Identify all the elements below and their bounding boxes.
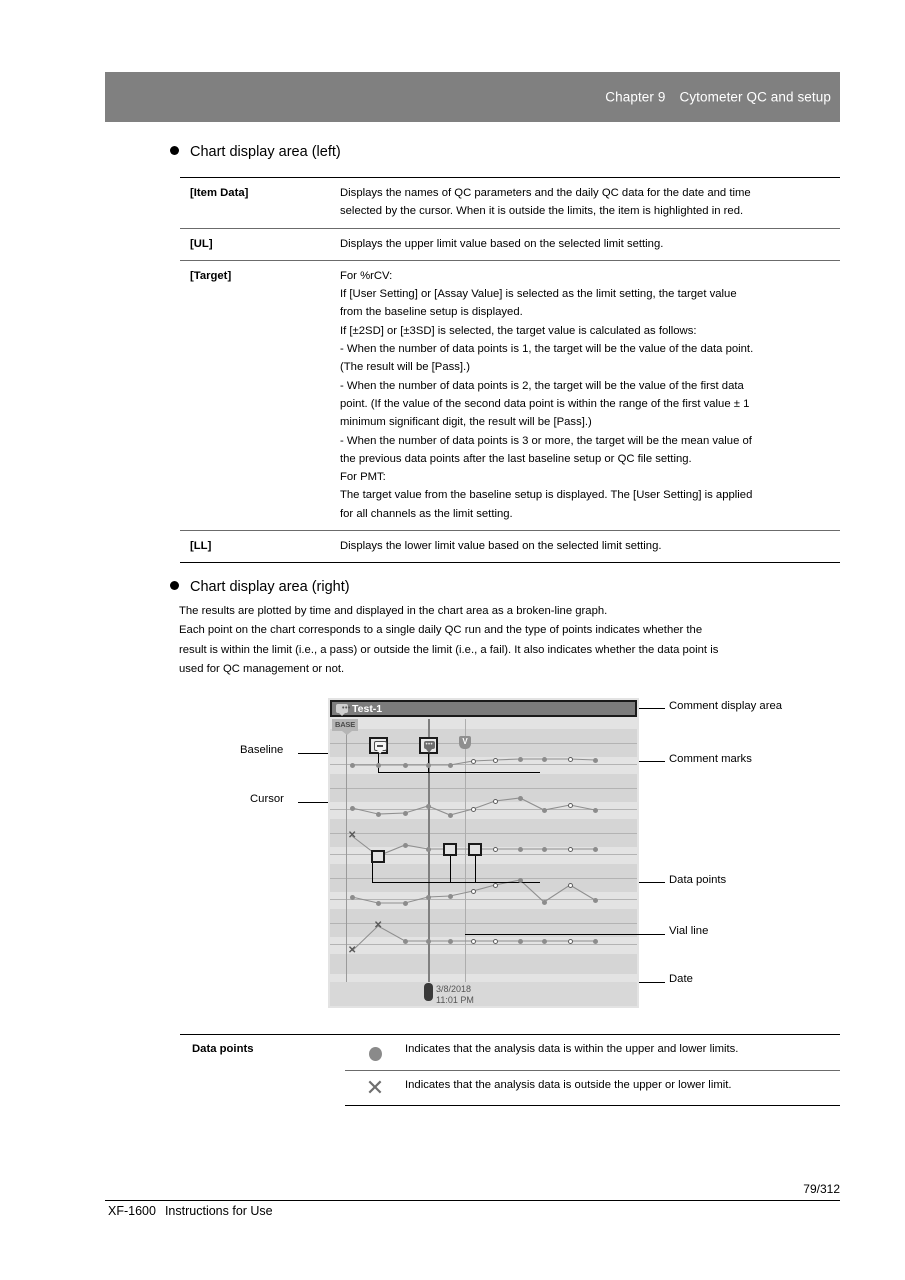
callout-leader-comment-marks — [639, 761, 665, 762]
data-point-pass[interactable] — [593, 808, 598, 813]
base-badge[interactable]: BASE — [332, 719, 358, 731]
comment-display-area[interactable] — [330, 700, 637, 717]
callout-label-cursor: Cursor — [250, 793, 284, 805]
data-point-leader — [372, 882, 540, 883]
data-point-pass[interactable] — [350, 895, 355, 900]
comment-bubble-icon: ••• — [336, 704, 348, 713]
data-point-unused[interactable] — [471, 939, 476, 944]
data-point-pass[interactable] — [518, 847, 523, 852]
footer-model: XF-1600 — [108, 1204, 156, 1218]
chapter-title: Cytometer QC and setup — [679, 89, 831, 105]
desc-ll: Displays the lower limit value based on the selected limit setting. — [340, 531, 840, 563]
data-points-legend-table — [180, 1034, 840, 1122]
chapter-number: Chapter 9 — [605, 89, 666, 105]
body-line: The results are plotted by time and displayed in the chart area as a broken-line graph. — [179, 605, 608, 617]
legend-desc-pass: Indicates that the analysis data is within the upper and lower limits. — [405, 1035, 840, 1071]
data-point-unused[interactable] — [493, 847, 498, 852]
data-point-pass[interactable] — [376, 812, 381, 817]
data-point-pass[interactable] — [448, 763, 453, 768]
desc-target: For %rCV: If [User Setting] or [Assay Value] is selected as the limit setting, the target value from the baseline setup is displayed. If [±2SD] or [±3SD] is selected, the target value is calculated as follows: - When the number of data points is 1, the target will be the value of the data point. (The result will be [Pass].) - When the number of data points is 2, the target will be the value of the first data point. (If the value of the second data point is within the range of the first value ± 1 minimum significant digit, the result will be [Pass].) - When the number of data points is 3 or more, the target will be the mean value of the previous data points after the last baseline setup or QC file setting. For PMT: The target value from the baseline setup is displayed. The [User Setting] is applied for all channels as the limit setting. — [340, 260, 840, 530]
data-point-fail[interactable]: ✕ — [374, 920, 383, 931]
bullet-dot-icon — [170, 581, 179, 590]
filled-circle-icon — [369, 1047, 382, 1061]
legend-bottom-rule-left — [345, 1106, 405, 1123]
callout-label-comment-marks: Comment marks — [669, 753, 752, 765]
data-point-leader — [372, 863, 373, 883]
legend-symbol-pass — [345, 1035, 405, 1071]
data-point-pass[interactable] — [542, 900, 547, 905]
data-point-unused[interactable] — [471, 807, 476, 812]
data-point-pass[interactable] — [350, 806, 355, 811]
data-point-pass[interactable] — [426, 847, 431, 852]
data-point-unused[interactable] — [471, 889, 476, 894]
cursor-time: 11:01 PM — [436, 995, 474, 1005]
data-point-unused[interactable] — [493, 799, 498, 804]
body-line: used for QC management or not. — [179, 663, 345, 676]
data-point-pass[interactable] — [518, 878, 523, 883]
term-item-data: [Item Data] — [180, 178, 340, 229]
data-point-fail[interactable]: ✕ — [348, 830, 357, 841]
table-row — [180, 531, 840, 563]
data-point-pass[interactable] — [426, 763, 431, 768]
page-number: 79/312 — [803, 1182, 840, 1196]
body-line: Each point on the chart corresponds to a single daily QC run and the type of points indicates whether the — [179, 624, 703, 637]
page-header-bar — [105, 72, 840, 122]
callout-label-data-points: Data points — [669, 874, 727, 886]
section-heading-left-label: Chart display area (left) — [190, 144, 341, 160]
callout-label-comment-display-area: Comment display area — [669, 700, 783, 712]
speech-bubble-filled-icon: ••• — [425, 741, 434, 748]
desc-item-data: Displays the names of QC parameters and the daily QC data for the date and time selected by the cursor. When it is outside the limits, the item is highlighted in red. — [340, 178, 840, 229]
data-point-unused[interactable] — [568, 847, 573, 852]
data-point-pass[interactable] — [518, 796, 523, 801]
data-point-unused[interactable] — [493, 939, 498, 944]
chart-plot-area — [330, 719, 637, 984]
data-point-pass[interactable] — [542, 757, 547, 762]
callout-leader-vial-line — [639, 934, 665, 935]
data-point-unused[interactable] — [568, 939, 573, 944]
data-point-unused[interactable] — [471, 759, 476, 764]
data-point-pass[interactable] — [403, 901, 408, 906]
data-point-callout-fail — [371, 850, 385, 863]
cross-icon: ✕ — [365, 1075, 385, 1100]
data-point-fail[interactable]: ✕ — [348, 945, 357, 956]
callout-label-baseline: Baseline — [240, 744, 284, 756]
legend-bottom-rule-right — [405, 1106, 840, 1123]
data-point-pass[interactable] — [403, 811, 408, 816]
table-row-bottom-rule — [180, 1106, 840, 1123]
data-point-pass[interactable] — [448, 894, 453, 899]
legend-term: Data points — [180, 1035, 345, 1106]
cursor-grip-handle[interactable] — [424, 983, 433, 1001]
data-point-unused[interactable] — [493, 883, 498, 888]
data-point-pass[interactable] — [593, 758, 598, 763]
data-point-pass[interactable] — [593, 898, 598, 903]
table-row — [180, 260, 840, 530]
data-point-callout-pass — [443, 843, 457, 856]
chart-date-strip — [330, 982, 637, 1006]
bullet-dot-icon — [170, 146, 179, 155]
vial-badge[interactable]: V — [459, 736, 471, 749]
data-point-pass[interactable] — [542, 847, 547, 852]
data-point-pass[interactable] — [403, 843, 408, 848]
data-point-pass[interactable] — [518, 757, 523, 762]
callout-label-vial-line: Vial line — [669, 925, 709, 937]
legend-spacer — [180, 1106, 345, 1123]
data-point-pass[interactable] — [426, 939, 431, 944]
chapter-heading — [605, 90, 831, 105]
data-point-leader — [475, 856, 476, 883]
vial-line-leader — [465, 934, 640, 935]
data-point-pass[interactable] — [403, 939, 408, 944]
data-point-pass[interactable] — [518, 939, 523, 944]
section-heading-chart-right — [170, 579, 350, 595]
desc-ul: Displays the upper limit value based on the selected limit setting. — [340, 228, 840, 260]
table-row — [180, 178, 840, 229]
footer-document-title — [108, 1204, 273, 1218]
term-ll: [LL] — [180, 531, 340, 563]
legend-symbol-fail — [345, 1071, 405, 1106]
data-point-pass[interactable] — [376, 763, 381, 768]
callout-leader-comment-display — [639, 708, 665, 709]
data-point-unused[interactable] — [568, 757, 573, 762]
data-point-unused[interactable] — [493, 758, 498, 763]
data-point-pass[interactable] — [593, 847, 598, 852]
table-row — [180, 1035, 840, 1071]
term-target: [Target] — [180, 260, 340, 530]
body-line: result is within the limit (i.e., a pass) or outside the limit (i.e., a fail). It also indicates whether the data point is — [179, 643, 719, 656]
qc-chart[interactable] — [328, 698, 639, 1008]
data-point-pass[interactable] — [593, 939, 598, 944]
section-heading-right-label: Chart display area (right) — [190, 579, 350, 595]
data-point-pass[interactable] — [350, 763, 355, 768]
footer-divider — [105, 1200, 840, 1201]
data-point-leader — [450, 856, 451, 883]
table-row — [180, 228, 840, 260]
cursor-date: 3/8/2018 — [436, 984, 472, 994]
term-ul: [UL] — [180, 228, 340, 260]
footer-subtitle: Instructions for Use — [164, 1204, 273, 1218]
chart-title-label: Test-1 — [352, 703, 383, 715]
callout-leader-data-points — [639, 882, 665, 883]
data-point-pass[interactable] — [542, 939, 547, 944]
section-right-body — [179, 602, 844, 680]
data-point-callout-unused — [468, 843, 482, 856]
data-point-pass[interactable] — [376, 901, 381, 906]
data-point-pass[interactable] — [426, 804, 431, 809]
data-point-pass[interactable] — [403, 763, 408, 768]
data-point-pass[interactable] — [448, 939, 453, 944]
callout-leader-date — [639, 982, 665, 983]
data-point-unused[interactable] — [568, 803, 573, 808]
definition-table-left — [180, 177, 840, 563]
callout-label-date: Date — [669, 973, 693, 985]
legend-desc-fail: Indicates that the analysis data is outside the upper or lower limit. — [405, 1071, 840, 1106]
data-point-pass[interactable] — [542, 808, 547, 813]
annotated-chart-figure — [228, 695, 868, 1010]
data-point-pass[interactable] — [448, 813, 453, 818]
data-point-unused[interactable] — [568, 883, 573, 888]
section-heading-chart-left — [170, 144, 341, 160]
data-point-pass[interactable] — [426, 895, 431, 900]
